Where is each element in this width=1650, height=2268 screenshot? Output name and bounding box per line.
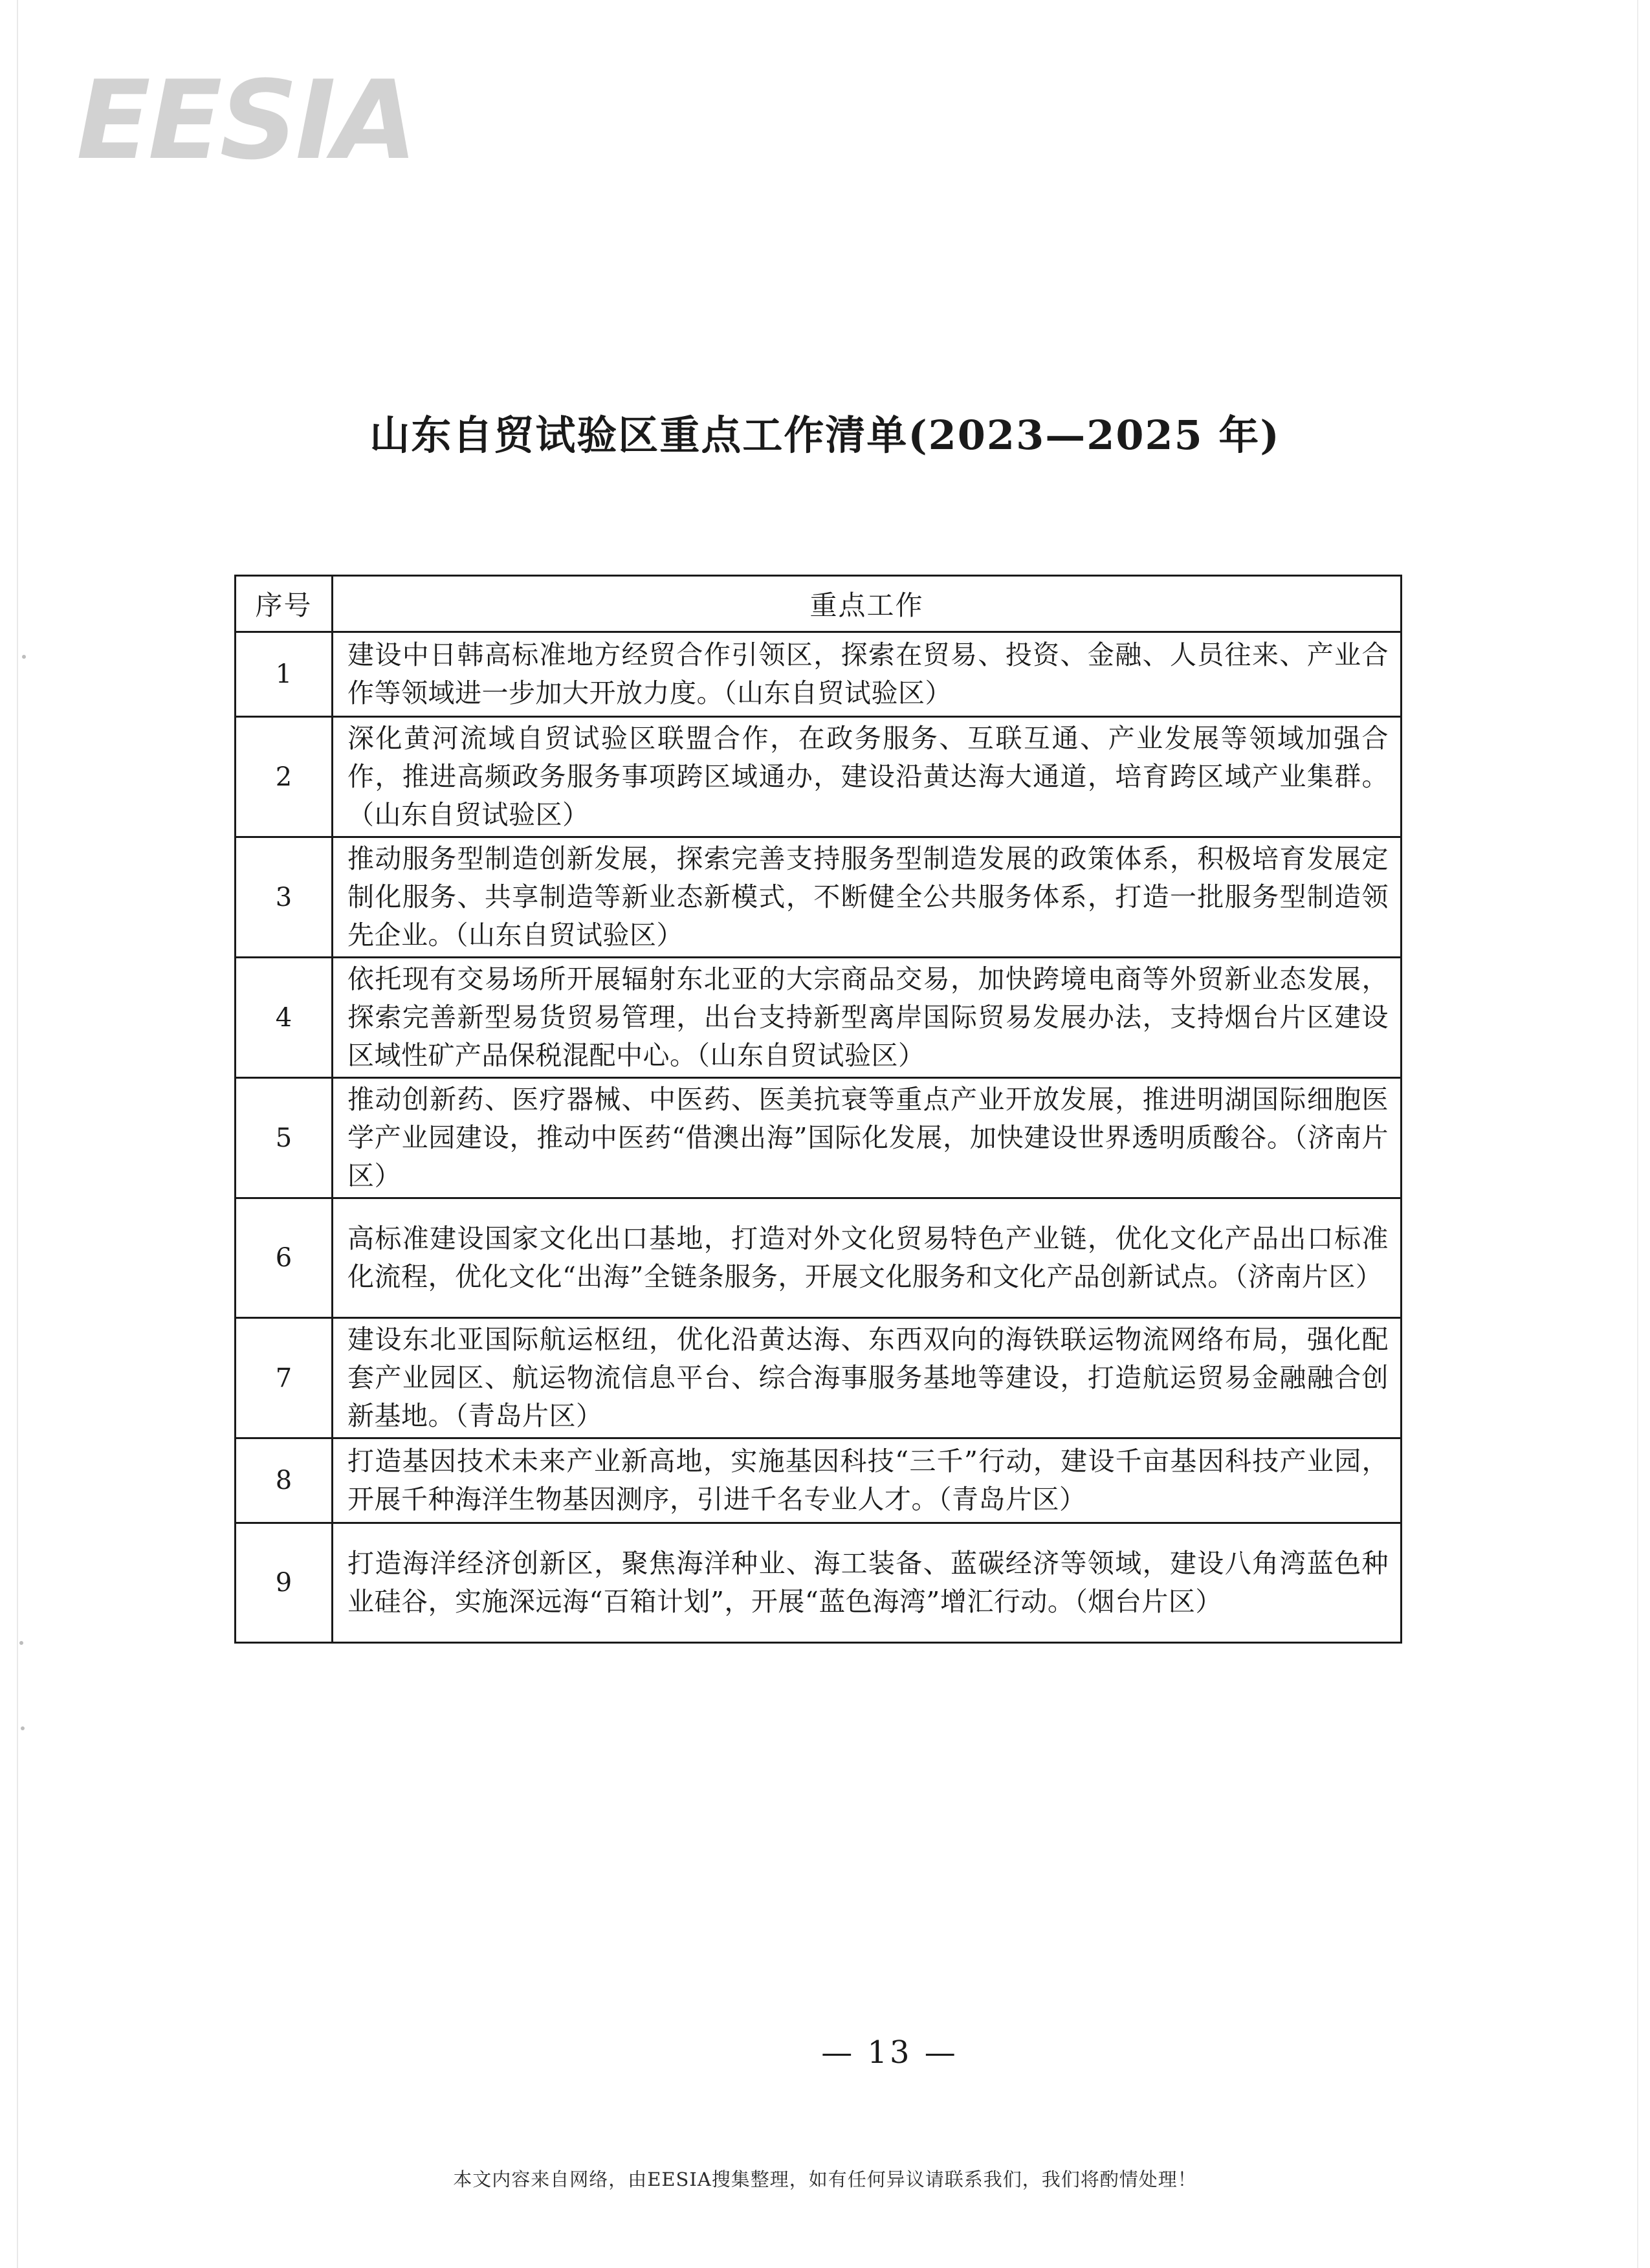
table-row <box>236 632 1402 717</box>
row-work-text: 建设东北亚国际航运枢纽，优化沿黄达海、东西双向的海铁联运物流网络布局，强化配套产业园区、航运物流信息平台、综合海事服务基地等建设，打造航运贸易金融融合创新基地。（青岛片区） <box>333 1318 1402 1438</box>
table-header-row <box>236 576 1402 632</box>
scan-speck <box>22 655 26 659</box>
row-number: 5 <box>236 1078 333 1198</box>
row-number: 4 <box>236 958 333 1078</box>
row-work-text: 高标准建设国家文化出口基地，打造对外文化贸易特色产业链，优化文化产品出口标准化流程，优化文化“出海”全链条服务，开展文化服务和文化产品创新试点。（济南片区） <box>333 1198 1402 1318</box>
scan-speck <box>21 1726 25 1730</box>
table-row <box>236 1438 1402 1523</box>
scan-page-edge <box>1637 0 1638 2268</box>
table-row <box>236 1078 1402 1198</box>
row-number: 9 <box>236 1523 333 1643</box>
document-title: 山东自贸试验区重点工作清单(2023—2025 年) <box>369 412 1281 459</box>
row-number: 6 <box>236 1198 333 1318</box>
table-row <box>236 958 1402 1078</box>
table-row <box>236 1198 1402 1318</box>
row-work-text: 打造海洋经济创新区，聚焦海洋种业、海工装备、蓝碳经济等领域，建设八角湾蓝色种业硅谷，实施深远海“百箱计划”，开展“蓝色海湾”增汇行动。（烟台片区） <box>333 1523 1402 1643</box>
row-work-text: 建设中日韩高标准地方经贸合作引领区，探索在贸易、投资、金融、人员往来、产业合作等领域进一步加大开放力度。（山东自贸试验区） <box>333 632 1402 717</box>
table-row <box>236 717 1402 837</box>
table-row <box>236 1523 1402 1643</box>
scan-speck <box>19 1641 23 1645</box>
table-row <box>236 837 1402 958</box>
row-work-text: 深化黄河流域自贸试验区联盟合作，在政务服务、互联互通、产业发展等领域加强合作，推进高频政务服务事项跨区域通办，建设沿黄达海大通道，培育跨区域产业集群。（山东自贸试验区） <box>333 717 1402 837</box>
footer-disclaimer: 本文内容来自网络，由EESIA搜集整理，如有任何异议请联系我们，我们将酌情处理！ <box>453 2168 1197 2190</box>
row-number: 3 <box>236 837 333 958</box>
row-work-text: 打造基因技术未来产业新高地，实施基因科技“三千”行动，建设千亩基因科技产业园，开展千种海洋生物基因测序，引进千名专业人才。（青岛片区） <box>333 1438 1402 1523</box>
row-work-text: 依托现有交易场所开展辐射东北亚的大宗商品交易，加快跨境电商等外贸新业态发展，探索完善新型易货贸易管理，出台支持新型离岸国际贸易发展办法，支持烟台片区建设区域性矿产品保税混配中心。（山东自贸试验区） <box>333 958 1402 1078</box>
row-number: 8 <box>236 1438 333 1523</box>
eesia-watermark-logo: EESIA <box>76 57 415 184</box>
row-work-text: 推动服务型制造创新发展，探索完善支持服务型制造发展的政策体系，积极培育发展定制化服务、共享制造等新业态新模式，不断健全公共服务体系，打造一批服务型制造领先企业。（山东自贸试验区） <box>333 837 1402 958</box>
key-work-table <box>234 575 1402 1644</box>
row-number: 2 <box>236 717 333 837</box>
header-work: 重点工作 <box>333 576 1402 632</box>
table-row <box>236 1318 1402 1438</box>
row-number: 1 <box>236 632 333 717</box>
scan-page-edge <box>17 0 18 2268</box>
header-number: 序号 <box>236 576 333 632</box>
row-number: 7 <box>236 1318 333 1438</box>
row-work-text: 推动创新药、医疗器械、中医药、医美抗衰等重点产业开放发展，推进明湖国际细胞医学产业园建设，推动中医药“借澳出海”国际化发展，加快建设世界透明质酸谷。（济南片区） <box>333 1078 1402 1198</box>
page-number: — 13 — <box>821 2034 958 2071</box>
